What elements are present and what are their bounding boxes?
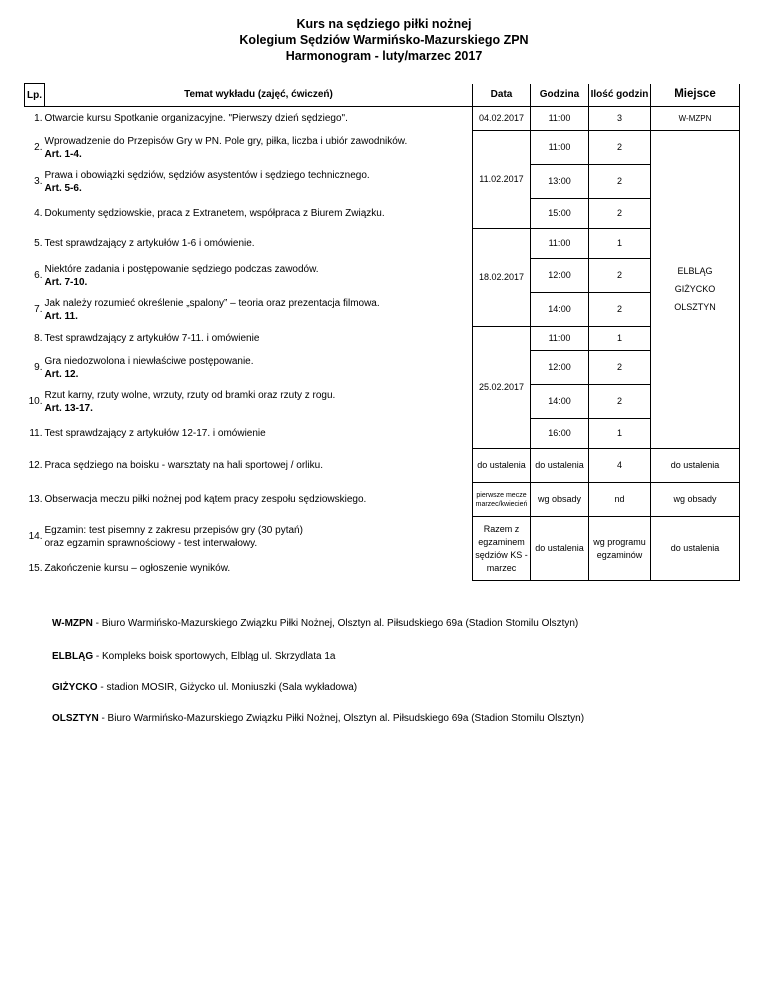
table-row [25, 165, 740, 199]
topic-text: Gra niedozwolona i niewłaściwe postępowanie. [44, 355, 254, 367]
hours-cell: 1 [589, 229, 651, 259]
time-cell: do ustalenia [531, 449, 589, 483]
hours-cell: 2 [589, 385, 651, 419]
row-topic [45, 557, 473, 581]
row-topic [45, 259, 473, 293]
place-elblag: ELBLĄG [677, 266, 713, 276]
time-cell: 12:00 [531, 351, 589, 385]
legend-text: - Biuro Warmińsko-Mazurskiego Związku Piłki Nożnej, Olsztyn al. Piłsudskiego 69a (Stadion Stomilu Olsztyn) [92, 618, 579, 629]
time-cell: 15:00 [531, 199, 589, 229]
time-cell: 14:00 [531, 293, 589, 327]
date-cell: do ustalenia [473, 449, 531, 483]
header-place: Miejsce [651, 84, 740, 107]
time-cell: do ustalenia [531, 517, 589, 581]
hours-cell: 2 [589, 165, 651, 199]
topic-text: Test sprawdzający z artykułów 12-17. i omówienie [44, 428, 266, 439]
topic-text: Obserwacja meczu piłki nożnej pod kątem pracy zespołu sędziowskiego. [44, 494, 367, 505]
time-cell: 13:00 [531, 165, 589, 199]
topic-articles: Art. 7-10. [44, 276, 88, 288]
topic-text: Praca sędziego na boisku - warsztaty na hali sportowej / orliku. [44, 460, 323, 471]
table-row [25, 131, 740, 165]
legend-name: W-MZPN [52, 618, 93, 629]
date-cell: 04.02.2017 [473, 107, 531, 131]
time-cell: 11:00 [531, 327, 589, 351]
topic-text: Niektóre zadania i postępowanie sędziego podczas zawodów. [44, 263, 319, 275]
header-lp: Lp. [25, 84, 45, 107]
topic-text: Zakończenie kursu – ogłoszenie wyników. [44, 563, 231, 574]
row-topic [45, 327, 473, 351]
time-cell: wg obsady [531, 483, 589, 517]
place-cell: do ustalenia [651, 517, 740, 581]
row-number: 10. [28, 396, 43, 407]
table-row [25, 327, 740, 351]
row-topic [45, 449, 473, 483]
time-cell: 11:00 [531, 229, 589, 259]
row-number: 12. [28, 460, 43, 471]
hours-cell: 2 [589, 199, 651, 229]
table-row [25, 385, 740, 419]
row-number: 1. [34, 113, 43, 125]
legend-text: - Kompleks boisk sportowych, Elbląg ul. Skrzydlata 1a [93, 651, 336, 662]
topic-text: Jak należy rozumieć określenie „spalony” – teoria oraz prezentacja filmowa. [44, 297, 380, 309]
place-cell: wg obsady [651, 483, 740, 517]
topic-text: Prawa i obowiązki sędziów, sędziów asystentów i sędziego technicznego. [44, 169, 370, 181]
row-topic [45, 107, 473, 131]
topic-text-second-line: oraz egzamin sprawnościowy - test interwałowy. [44, 537, 258, 549]
legend-name: GIŻYCKO [52, 682, 98, 693]
topic-articles: Art. 1-4. [44, 148, 82, 160]
place-cell: W-MZPN [651, 107, 740, 131]
hours-cell: 1 [589, 327, 651, 351]
header-date: Data [473, 84, 531, 107]
table-row [25, 259, 740, 293]
hours-cell: wg programu egzaminów [589, 517, 651, 581]
legend-item-gizycko [52, 681, 357, 694]
row-number: 5. [34, 238, 43, 249]
legend-item-elblag [52, 650, 335, 663]
header-hours: Ilość godzin [589, 84, 651, 107]
time-cell: 11:00 [531, 131, 589, 165]
legend-text: - stadion MOSIR, Giżycko ul. Moniuszki (Sala wykładowa) [97, 682, 358, 693]
date-cell: pierwsze mecze marzec/kwiecień [473, 483, 531, 517]
topic-text: Test sprawdzający z artykułów 7-11. i omówienie [44, 333, 260, 344]
row-number: 9. [34, 362, 43, 373]
legend-item-olsztyn [52, 712, 584, 725]
table-row [25, 199, 740, 229]
place-gizycko: GIŻYCKO [674, 284, 716, 294]
legend-item-wmzpn [52, 617, 578, 630]
row-number: 13. [28, 494, 43, 505]
date-cell: Razem z egzaminem sędziów KS - marzec [473, 517, 531, 581]
topic-text: Egzamin: test pisemny z zakresu przepisów gry (30 pytań) [44, 524, 303, 536]
row-topic [45, 229, 473, 259]
row-topic [45, 165, 473, 199]
table-row [25, 419, 740, 449]
row-number: 8. [34, 333, 43, 344]
row-topic [45, 351, 473, 385]
table-row [25, 449, 740, 483]
time-cell: 12:00 [531, 259, 589, 293]
legend-text: - Biuro Warmińsko-Mazurskiego Związku Piłki Nożnej, Olsztyn al. Piłsudskiego 69a (Stadion Stomilu Olsztyn) [98, 713, 585, 724]
schedule-heading: Harmonogram - luty/marzec 2017 [285, 49, 483, 63]
row-number: 6. [34, 270, 43, 281]
row-number: 3. [34, 176, 43, 187]
hours-cell: 2 [589, 131, 651, 165]
table-header-row [25, 84, 740, 107]
document-title: Kurs na sędziego piłki nożnej [296, 17, 472, 31]
topic-text: Test sprawdzający z artykułów 1-6 i omówienie. [44, 238, 255, 249]
header-topic: Temat wykładu (zajęć, ćwiczeń) [45, 84, 473, 107]
row-topic [45, 517, 473, 557]
header-time: Godzina [531, 84, 589, 107]
row-topic [45, 293, 473, 327]
date-cell: 18.02.2017 [473, 229, 531, 327]
time-cell: 14:00 [531, 385, 589, 419]
time-cell: 11:00 [531, 107, 589, 131]
place-cell-multi [651, 131, 740, 449]
row-number: 2. [34, 142, 43, 153]
date-cell: 11.02.2017 [473, 131, 531, 229]
hours-cell: 2 [589, 351, 651, 385]
row-topic [45, 419, 473, 449]
table-row [25, 293, 740, 327]
hours-cell: 3 [589, 107, 651, 131]
row-number: 7. [34, 304, 43, 315]
row-topic [45, 483, 473, 517]
table-row [25, 517, 740, 557]
legend-name: OLSZTYN [52, 713, 99, 724]
table-row [25, 351, 740, 385]
topic-articles: Art. 11. [44, 310, 78, 322]
row-number: 14. [28, 531, 43, 542]
document-subtitle: Kolegium Sędziów Warmińsko-Mazurskiego ZPN [239, 33, 529, 47]
hours-cell: 2 [589, 259, 651, 293]
topic-text: Otwarcie kursu Spotkanie organizacyjne. "Pierwszy dzień sędziego". [44, 113, 348, 125]
row-number: 15. [28, 563, 43, 574]
topic-articles: Art. 5-6. [44, 182, 82, 194]
place-olsztyn: OLSZTYN [674, 302, 716, 312]
row-topic [45, 131, 473, 165]
row-topic [45, 199, 473, 229]
topic-text: Rzut karny, rzuty wolne, wrzuty, rzuty od bramki oraz rzuty z rogu. [44, 389, 336, 401]
topic-articles: Art. 12. [44, 368, 79, 380]
row-topic [45, 385, 473, 419]
table-row [25, 107, 740, 131]
hours-cell: 2 [589, 293, 651, 327]
topic-text: Dokumenty sędziowskie, praca z Extranetem, współpraca z Biurem Związku. [44, 208, 385, 219]
hours-cell: nd [589, 483, 651, 517]
time-cell: 16:00 [531, 419, 589, 449]
row-number: 11. [29, 428, 43, 439]
table-row [25, 483, 740, 517]
topic-articles: Art. 13-17. [44, 402, 93, 414]
hours-cell: 4 [589, 449, 651, 483]
table-row [25, 229, 740, 259]
hours-cell: 1 [589, 419, 651, 449]
date-cell: 25.02.2017 [473, 327, 531, 449]
place-cell: do ustalenia [651, 449, 740, 483]
row-number: 4. [34, 208, 43, 219]
topic-text: Wprowadzenie do Przepisów Gry w PN. Pole gry, piłka, liczba i ubiór zawodników. [44, 135, 408, 147]
schedule-table [24, 83, 740, 581]
legend-name: ELBLĄG [52, 651, 94, 662]
